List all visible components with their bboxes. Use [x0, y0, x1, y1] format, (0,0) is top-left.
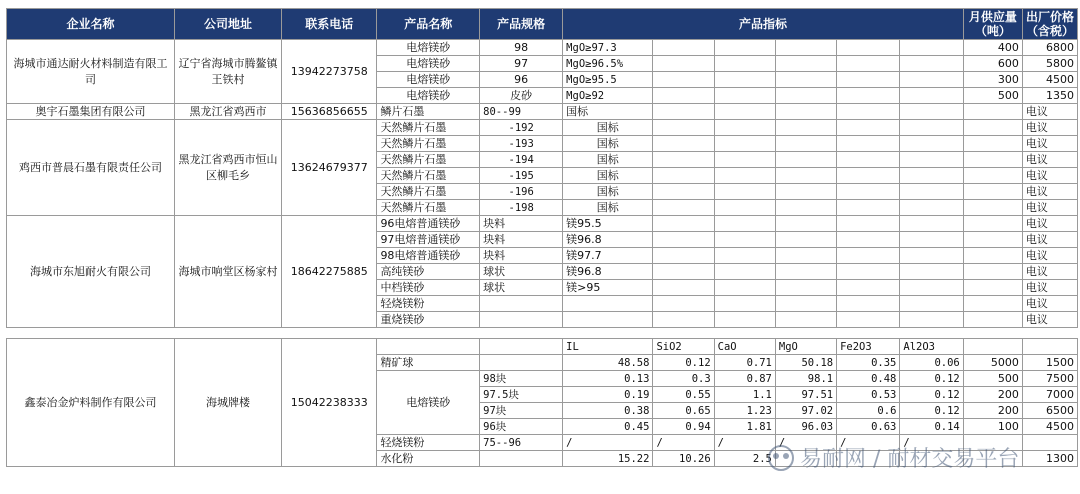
index-slash: / [653, 435, 714, 451]
header-index: 产品指标 [563, 9, 964, 40]
company-address: 海城牌楼 [175, 339, 282, 467]
index-value: 0.38 [563, 403, 653, 419]
header-company: 企业名称 [7, 9, 175, 40]
index-col-cao: CaO [714, 339, 775, 355]
index-value: 0.13 [563, 371, 653, 387]
monthly-supply: 200 [963, 403, 1022, 419]
index-value: 98.1 [775, 371, 836, 387]
product-index: 国标 [563, 184, 653, 200]
index-value: 0.87 [714, 371, 775, 387]
product-spec: 块料 [480, 248, 563, 264]
product-name: 97电熔普通镁砂 [377, 232, 480, 248]
company-phone: 15042238333 [281, 339, 376, 467]
factory-price: 6500 [1022, 403, 1077, 419]
index-value: 0.55 [653, 387, 714, 403]
product-spec: 97块 [480, 403, 563, 419]
index-value: 50.18 [775, 355, 836, 371]
table-row [7, 120, 1078, 136]
index-value: 0.3 [653, 371, 714, 387]
company-address: 海城市响堂区杨家村 [175, 216, 282, 328]
company-address: 黑龙江省鸡西市 [175, 104, 282, 120]
product-spec: 96块 [480, 419, 563, 435]
product-spec: 块料 [480, 216, 563, 232]
factory-price: 电议 [1022, 264, 1077, 280]
product-index: 镁>95 [563, 280, 653, 296]
index-value: 0.12 [653, 355, 714, 371]
company-address: 黑龙江省鸡西市恒山区柳毛乡 [175, 120, 282, 216]
factory-price: 电议 [1022, 136, 1077, 152]
product-index: 镁96.8 [563, 264, 653, 280]
factory-price: 电议 [1022, 216, 1077, 232]
product-spec: -194 [480, 152, 563, 168]
factory-price: 电议 [1022, 296, 1077, 312]
product-index: 国标 [563, 104, 653, 120]
product-index: MgO≥97.3 [563, 40, 653, 56]
product-spec: 98块 [480, 371, 563, 387]
factory-price: 电议 [1022, 200, 1077, 216]
index-value: 1.1 [714, 387, 775, 403]
product-index: MgO≥96.5% [563, 56, 653, 72]
monthly-supply: 500 [963, 88, 1022, 104]
factory-price: 电议 [1022, 248, 1077, 264]
index-value [775, 451, 836, 467]
product-index: 镁96.8 [563, 232, 653, 248]
index-value: 0.63 [837, 419, 900, 435]
index-value: 2.5 [714, 451, 775, 467]
index-slash: / [714, 435, 775, 451]
product-name: 轻烧镁粉 [377, 435, 480, 451]
header-monthly: 月供应量（吨） [963, 9, 1022, 40]
product-index: MgO≥95.5 [563, 72, 653, 88]
index-value: 1.23 [714, 403, 775, 419]
index-value: 0.14 [900, 419, 963, 435]
product-spec: 75--96 [480, 435, 563, 451]
product-name: 98电熔普通镁砂 [377, 248, 480, 264]
company-phone: 18642275885 [281, 216, 376, 328]
index-value: 48.58 [563, 355, 653, 371]
index-value: 15.22 [563, 451, 653, 467]
factory-price: 1300 [1022, 451, 1077, 467]
company-phone: 15636856655 [281, 104, 376, 120]
index-value: 0.6 [837, 403, 900, 419]
factory-price: 电议 [1022, 152, 1077, 168]
product-name: 电熔镁砂 [377, 72, 480, 88]
index-value: 0.71 [714, 355, 775, 371]
product-spec: 97.5块 [480, 387, 563, 403]
index-value: 0.94 [653, 419, 714, 435]
factory-price: 电议 [1022, 232, 1077, 248]
product-spec [480, 296, 563, 312]
index-value: 0.65 [653, 403, 714, 419]
index-value: 96.03 [775, 419, 836, 435]
index-value [837, 451, 900, 467]
factory-price: 6800 [1022, 40, 1077, 56]
product-index [563, 312, 653, 328]
company-name: 海城市东旭耐火有限公司 [7, 216, 175, 328]
product-name: 重烧镁砂 [377, 312, 480, 328]
monthly-supply: 500 [963, 371, 1022, 387]
product-name: 精矿球 [377, 355, 480, 371]
index-value [900, 451, 963, 467]
table-row [7, 339, 1078, 355]
product-name: 电熔镁砂 [377, 40, 480, 56]
index-value: 97.51 [775, 387, 836, 403]
factory-price: 电议 [1022, 312, 1077, 328]
index-value: 10.26 [653, 451, 714, 467]
product-index: 国标 [563, 120, 653, 136]
index-slash: / [775, 435, 836, 451]
product-spec: 80--99 [480, 104, 563, 120]
index-value: 97.02 [775, 403, 836, 419]
index-value: 1.81 [714, 419, 775, 435]
spacer-row [7, 328, 1078, 339]
header-product: 产品名称 [377, 9, 480, 40]
product-name: 天然鳞片石墨 [377, 152, 480, 168]
header-address: 公司地址 [175, 9, 282, 40]
company-name: 鑫泰冶金炉料制作有限公司 [7, 339, 175, 467]
monthly-supply: 200 [963, 387, 1022, 403]
header-price: 出厂价格（含税） [1022, 9, 1077, 40]
product-name: 水化粉 [377, 451, 480, 467]
product-index: MgO≥92 [563, 88, 653, 104]
factory-price: 1350 [1022, 88, 1077, 104]
watermark-text: 易耐网 / 耐材交易平台 [800, 447, 1020, 472]
factory-price: 7000 [1022, 387, 1077, 403]
index-slash: / [900, 435, 963, 451]
product-name: 天然鳞片石墨 [377, 120, 480, 136]
factory-price: 5800 [1022, 56, 1077, 72]
product-spec: -196 [480, 184, 563, 200]
index-slash: / [563, 435, 653, 451]
index-value: 0.12 [900, 403, 963, 419]
monthly-supply: 600 [963, 56, 1022, 72]
product-name: 轻烧镁粉 [377, 296, 480, 312]
header-row [7, 9, 1078, 40]
product-name: 96电熔普通镁砂 [377, 216, 480, 232]
product-spec: 块料 [480, 232, 563, 248]
product-spec: -192 [480, 120, 563, 136]
product-spec: 97 [480, 56, 563, 72]
supplier-price-table [6, 8, 1078, 467]
product-name: 天然鳞片石墨 [377, 200, 480, 216]
header-phone: 联系电话 [281, 9, 376, 40]
company-name: 奥宇石墨集团有限公司 [7, 104, 175, 120]
index-value: 0.12 [900, 387, 963, 403]
index-value: 0.53 [837, 387, 900, 403]
index-value: 0.48 [837, 371, 900, 387]
product-spec: 96 [480, 72, 563, 88]
monthly-supply: 400 [963, 40, 1022, 56]
product-index: 国标 [563, 136, 653, 152]
company-name: 鸡西市普晨石墨有限责任公司 [7, 120, 175, 216]
factory-price: 4500 [1022, 72, 1077, 88]
product-index: 镁97.7 [563, 248, 653, 264]
factory-price: 电议 [1022, 280, 1077, 296]
factory-price: 电议 [1022, 168, 1077, 184]
product-spec: -195 [480, 168, 563, 184]
product-index: 镁95.5 [563, 216, 653, 232]
monthly-supply: 300 [963, 72, 1022, 88]
product-spec: -193 [480, 136, 563, 152]
index-value: 0.06 [900, 355, 963, 371]
product-spec: 球状 [480, 264, 563, 280]
product-name: 电熔镁砂 [377, 56, 480, 72]
company-address: 辽宁省海城市腾鳌镇王铁村 [175, 40, 282, 104]
company-phone: 13624679377 [281, 120, 376, 216]
product-spec: 98 [480, 40, 563, 56]
index-value: 0.45 [563, 419, 653, 435]
price-table-wrap [6, 8, 1078, 468]
product-name: 天然鳞片石墨 [377, 136, 480, 152]
index-value: 0.19 [563, 387, 653, 403]
product-spec: -198 [480, 200, 563, 216]
monthly-supply: 100 [963, 419, 1022, 435]
product-index [563, 296, 653, 312]
product-name: 鳞片石墨 [377, 104, 480, 120]
header-spec: 产品规格 [480, 9, 563, 40]
product-name: 电熔镁砂 [377, 371, 480, 435]
product-index: 国标 [563, 168, 653, 184]
table-row [7, 216, 1078, 232]
factory-price: 4500 [1022, 419, 1077, 435]
product-index: 国标 [563, 200, 653, 216]
monthly-supply: 5000 [963, 355, 1022, 371]
product-name: 中档镁砂 [377, 280, 480, 296]
factory-price: 电议 [1022, 184, 1077, 200]
index-col-mgo: MgO [775, 339, 836, 355]
product-index: 国标 [563, 152, 653, 168]
index-col-il: IL [563, 339, 653, 355]
factory-price: 1500 [1022, 355, 1077, 371]
factory-price: 7500 [1022, 371, 1077, 387]
product-name: 高纯镁砂 [377, 264, 480, 280]
index-col-sio2: SiO2 [653, 339, 714, 355]
index-slash: / [837, 435, 900, 451]
product-spec: 球状 [480, 280, 563, 296]
index-value: 0.35 [837, 355, 900, 371]
index-value: 0.12 [900, 371, 963, 387]
product-spec [480, 312, 563, 328]
table-row [7, 40, 1078, 56]
product-spec: 皮砂 [480, 88, 563, 104]
table-row [7, 104, 1078, 120]
factory-price: 电议 [1022, 120, 1077, 136]
product-name: 电熔镁砂 [377, 88, 480, 104]
company-name: 海城市通达耐火材料制造有限工司 [7, 40, 175, 104]
product-name: 天然鳞片石墨 [377, 168, 480, 184]
index-col-al2o3: Al2O3 [900, 339, 963, 355]
factory-price: 电议 [1022, 104, 1077, 120]
product-name: 天然鳞片石墨 [377, 184, 480, 200]
company-phone: 13942273758 [281, 40, 376, 104]
index-col-fe2o3: Fe2O3 [837, 339, 900, 355]
